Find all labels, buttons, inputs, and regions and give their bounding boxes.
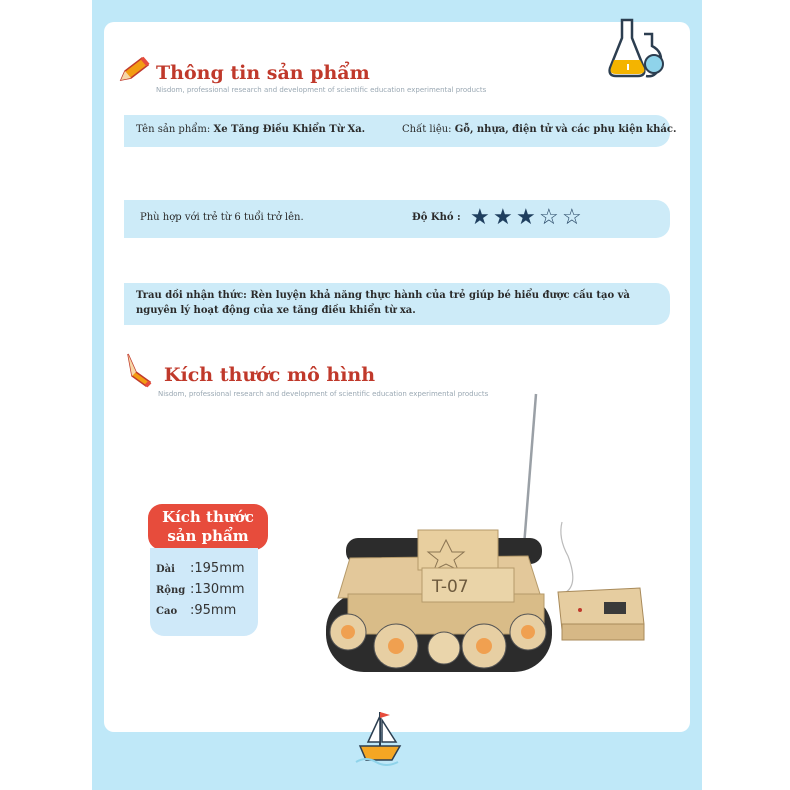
pencil-icon [118, 56, 150, 84]
pencil-icon [122, 352, 154, 388]
section-title-product-info: Thông tin sản phẩm [156, 62, 370, 84]
section-subtitle: Nisdom, professional research and development of scientific education experimental products [156, 86, 487, 94]
tank-product-image [318, 388, 658, 688]
section-subtitle: Nisdom, professional research and development of scientific education experimental products [158, 390, 489, 398]
dimensions-box [150, 548, 258, 636]
difficulty-label: Độ Khó : [412, 212, 461, 223]
star-empty-icon: ☆ [539, 205, 559, 230]
star-filled-icon: ★ [516, 205, 536, 230]
info-row-skills [124, 283, 670, 325]
info-row-age-difficulty [124, 200, 670, 238]
tank-marking: T-07 [432, 577, 469, 597]
product-material: Chất liệu: Gỗ, nhựa, điện tử và các phụ kiện khác. [402, 124, 677, 135]
height-value: :95mm [190, 603, 237, 618]
product-name: Tên sản phẩm: Xe Tăng Điều Khiển Từ Xa. [136, 124, 366, 135]
age-suitability: Phù hợp với trẻ từ 6 tuổi trở lên. [140, 212, 304, 223]
height-label: Cao [156, 606, 178, 617]
star-filled-icon: ★ [470, 205, 490, 230]
flask-icon [608, 12, 666, 82]
width-value: :130mm [190, 582, 245, 597]
section-title-dimensions: Kích thước mô hình [164, 364, 376, 386]
sailboat-icon [352, 706, 408, 766]
difficulty-stars [470, 207, 590, 231]
dimensions-badge: Kích thước sản phẩm [148, 504, 268, 550]
info-row-name-material [124, 115, 677, 147]
length-label: Dài [156, 564, 175, 575]
star-empty-icon: ☆ [562, 205, 582, 230]
length-value: :195mm [190, 561, 245, 576]
skills-text: Trau dồi nhận thức: Rèn luyện khả năng thực hành của trẻ giúp bé hiểu được cấu tạo và nguyên lý hoạt động của xe tăng điều khiển từ xa. [136, 290, 630, 316]
star-filled-icon: ★ [493, 205, 513, 230]
width-label: Rộng [156, 585, 186, 596]
